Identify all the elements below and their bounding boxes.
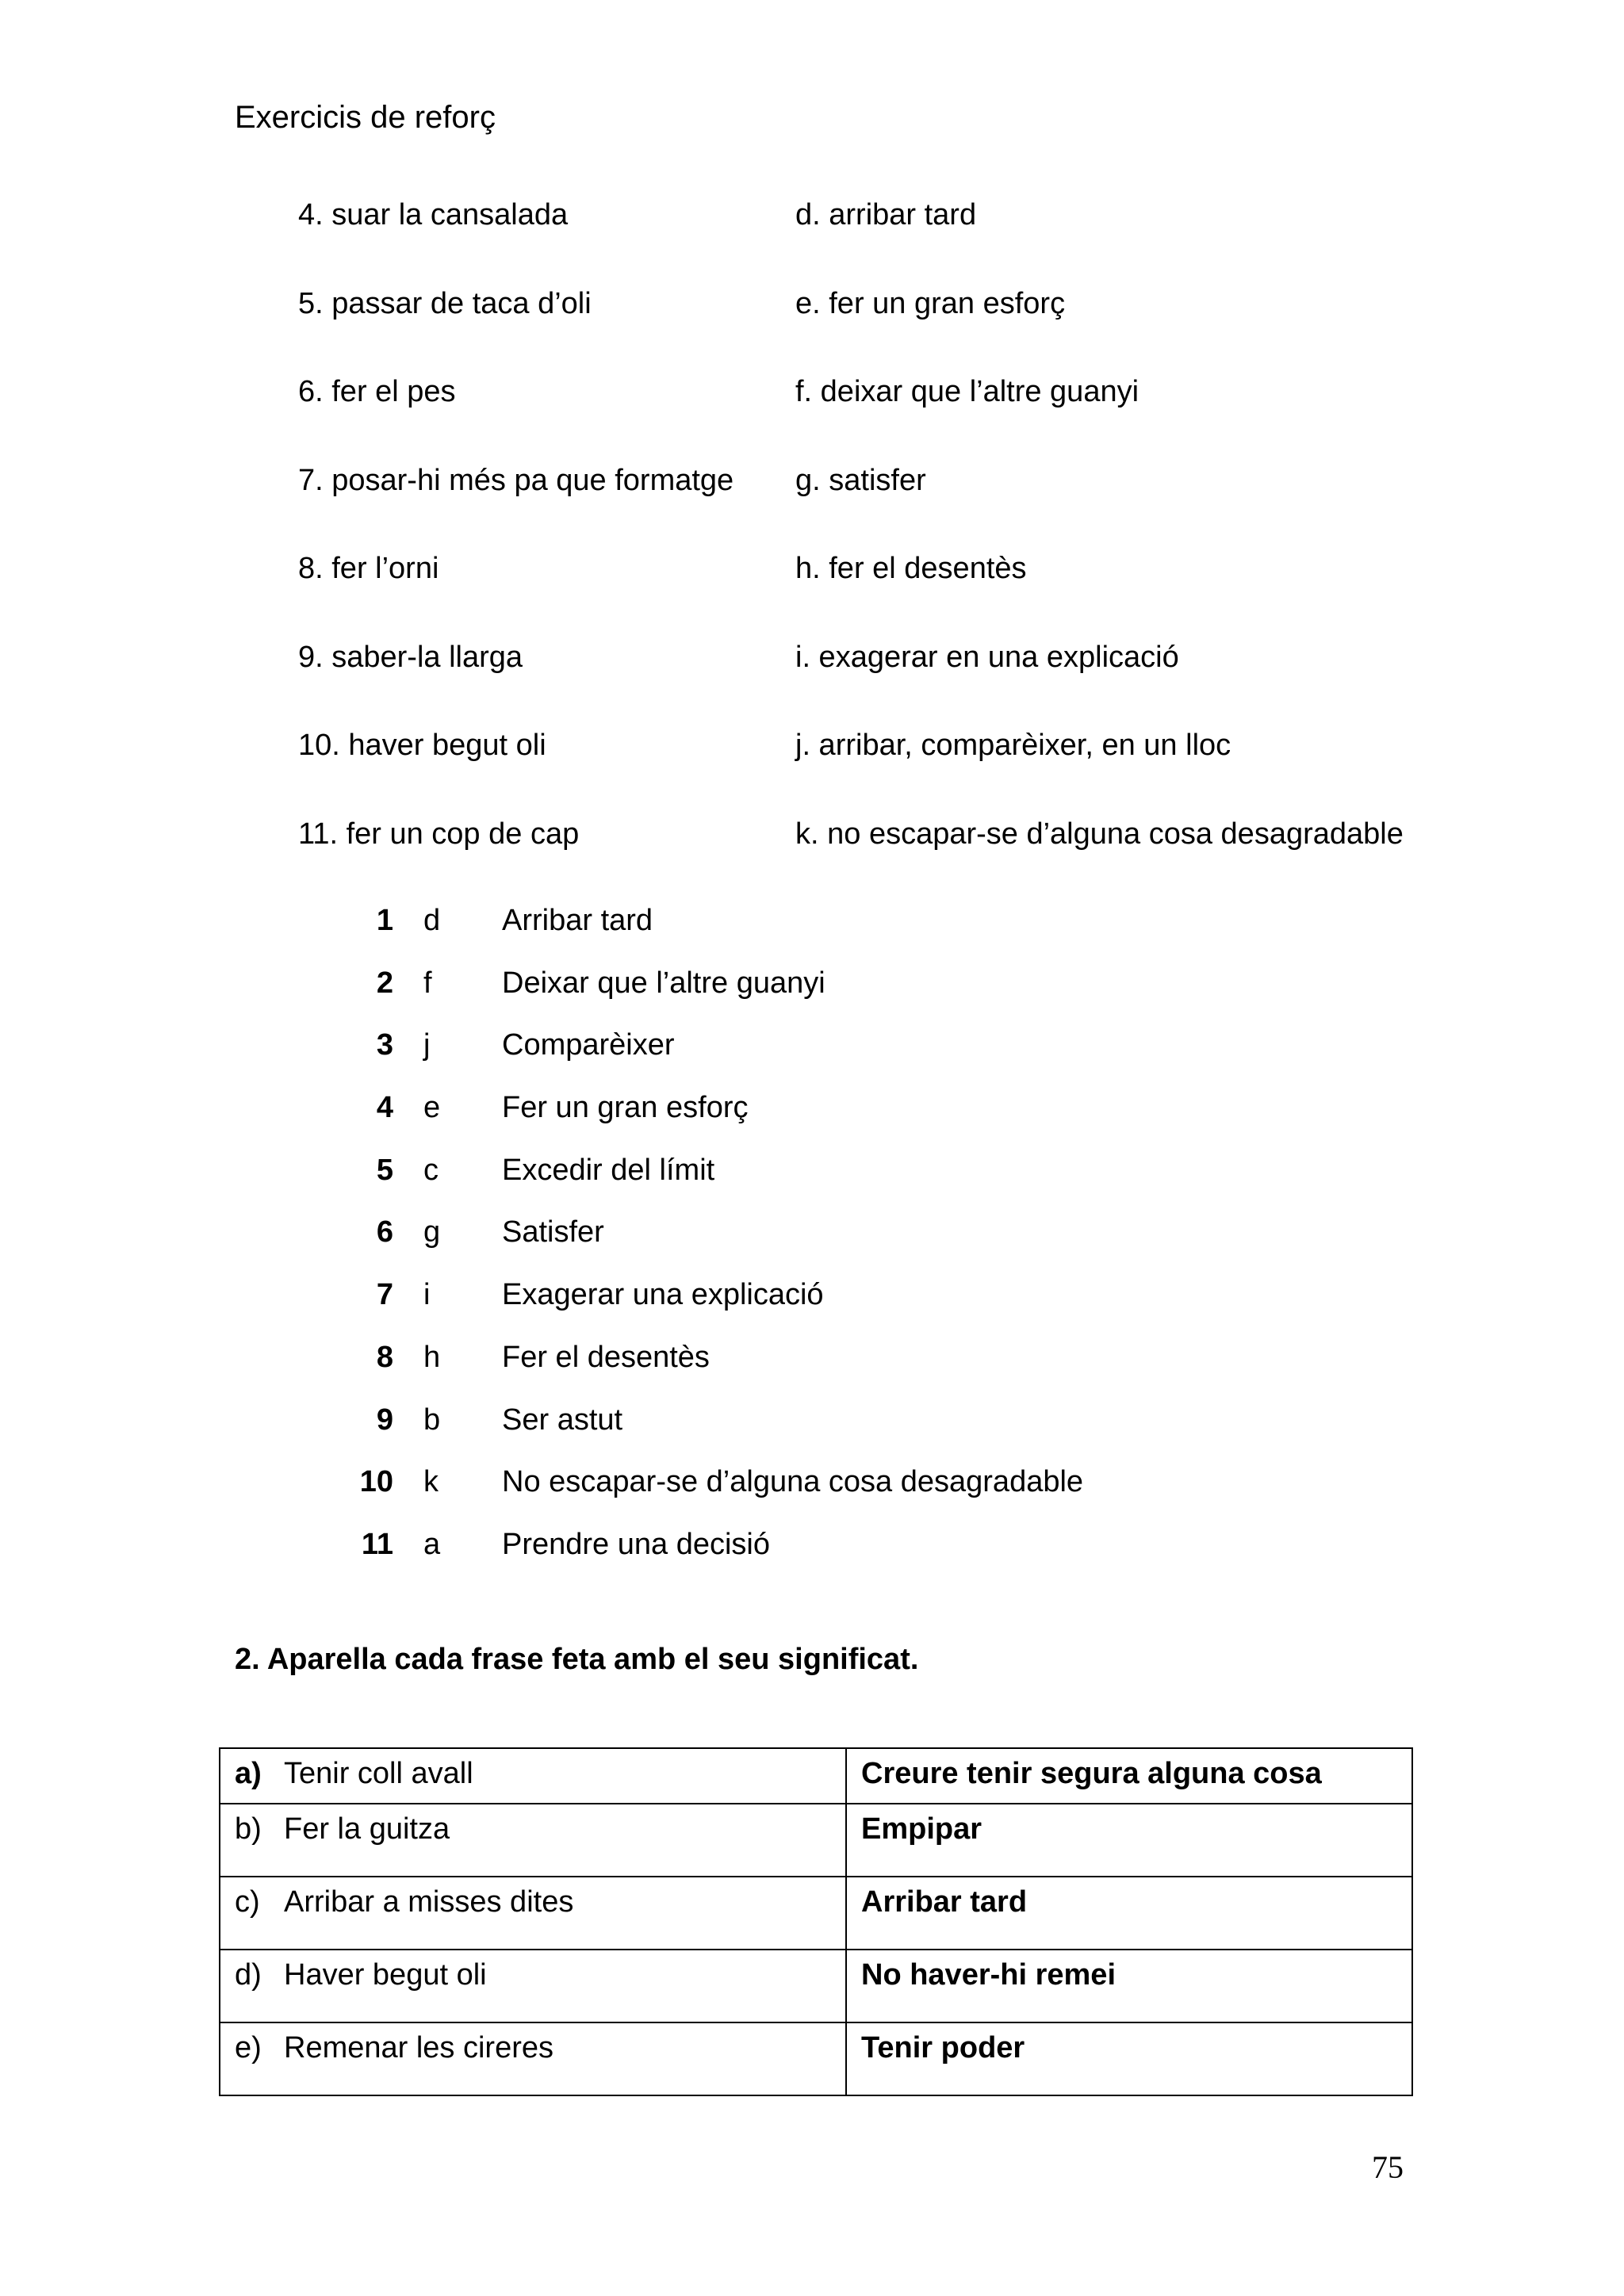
meaning-cell: No haver-hi remei	[846, 1950, 1412, 2022]
answer-meaning: Exagerar una explicació	[502, 1278, 824, 1312]
pair-row	[298, 722, 1456, 811]
pair-row	[298, 281, 1456, 369]
row-key: e)	[235, 2031, 262, 2064]
answer-meaning: Satisfer	[502, 1215, 604, 1249]
meaning-cell: Arribar tard	[846, 1877, 1412, 1950]
answer-meaning: Excedir del límit	[502, 1153, 715, 1187]
answer-number: 2	[376, 966, 393, 1000]
answer-letter: e	[423, 1091, 441, 1125]
matching-pairs-list	[298, 192, 1456, 899]
answer-number: 10	[359, 1465, 393, 1499]
answer-meaning: Prendre una decisió	[502, 1527, 770, 1561]
answer-number: 1	[376, 904, 393, 937]
answer-meaning: Deixar que l’altre guanyi	[502, 966, 825, 1000]
phrase-text: Tenir coll avall	[284, 1757, 473, 1790]
answer-row	[349, 1521, 1142, 1584]
answer-number: 7	[376, 1278, 393, 1312]
phrase-cell	[220, 1950, 846, 2022]
meaning-cell: Tenir poder	[846, 2022, 1412, 2095]
table-row	[220, 1748, 1412, 1804]
section-2-heading: 2. Aparella cada frase feta amb el seu significat.	[235, 1643, 919, 1676]
phrase-item: 5. passar de taca d’oli	[298, 286, 592, 320]
meaning-item: e. fer un gran esforç	[795, 286, 1066, 320]
answer-letter: j	[423, 1028, 431, 1062]
table-row	[220, 2022, 1412, 2095]
answer-row	[349, 960, 1142, 1023]
phrase-item: 7. posar-hi més pa que formatge	[298, 463, 734, 497]
answer-row	[349, 1272, 1142, 1334]
answer-letter: f	[423, 966, 432, 1000]
answer-meaning: Ser astut	[502, 1402, 623, 1437]
row-key: c)	[235, 1885, 260, 1919]
table-row	[220, 1950, 1412, 2022]
answer-letter: k	[423, 1465, 439, 1499]
meaning-item: k. no escapar-se d’alguna cosa desagradable	[795, 817, 1404, 851]
pair-row	[298, 634, 1456, 723]
phrase-text: Haver begut oli	[284, 1958, 487, 1992]
phrase-item: 9. saber-la llarga	[298, 640, 523, 674]
answer-row	[349, 1209, 1142, 1272]
answer-letter: h	[423, 1340, 441, 1374]
answer-letter: c	[423, 1153, 439, 1187]
answer-letter: a	[423, 1527, 441, 1561]
phrase-text: Fer la guitza	[284, 1812, 450, 1846]
phrase-item: 4. suar la cansalada	[298, 198, 569, 232]
meaning-item: f. deixar que l’altre guanyi	[795, 375, 1139, 408]
row-key: b)	[235, 1812, 262, 1846]
phrase-cell	[220, 1877, 846, 1950]
answer-key-list	[349, 897, 1142, 1584]
meaning-item: i. exagerar en una explicació	[795, 640, 1179, 674]
answer-meaning: Fer el desentès	[502, 1340, 710, 1374]
answer-number: 8	[376, 1340, 393, 1374]
phrase-item: 10. haver begut oli	[298, 729, 546, 762]
table-row	[220, 1877, 1412, 1950]
pair-row	[298, 545, 1456, 634]
answer-number: 9	[376, 1402, 393, 1437]
page-number: 75	[1372, 2149, 1404, 2185]
pair-row	[298, 811, 1456, 900]
meaning-item: g. satisfer	[795, 463, 926, 497]
answer-row	[349, 1459, 1142, 1521]
answer-meaning: Fer un gran esforç	[502, 1091, 749, 1125]
answer-number: 6	[376, 1215, 393, 1249]
phrase-item: 8. fer l’orni	[298, 552, 439, 585]
phrase-text: Arribar a misses dites	[284, 1885, 574, 1919]
answer-number: 5	[376, 1153, 393, 1187]
answer-row	[349, 1334, 1142, 1397]
pair-row	[298, 369, 1456, 457]
phrase-cell	[220, 2022, 846, 2095]
meaning-cell: Empipar	[846, 1804, 1412, 1877]
answer-row	[349, 1085, 1142, 1147]
row-key: a)	[235, 1757, 262, 1790]
phrase-cell	[220, 1804, 846, 1877]
phrase-text: Remenar les cireres	[284, 2031, 553, 2064]
row-key: d)	[235, 1958, 262, 1992]
meaning-item: h. fer el desentès	[795, 552, 1027, 585]
answer-letter: i	[423, 1278, 431, 1312]
answer-number: 11	[361, 1527, 393, 1561]
table-row	[220, 1804, 1412, 1877]
answer-letter: d	[423, 904, 441, 937]
answer-number: 4	[376, 1091, 393, 1125]
meaning-cell: Creure tenir segura alguna cosa	[846, 1748, 1412, 1804]
answer-row	[349, 897, 1142, 960]
answer-meaning: Arribar tard	[502, 904, 653, 937]
meaning-item: j. arribar, comparèixer, en un lloc	[795, 729, 1231, 762]
phrase-item: 6. fer el pes	[298, 375, 456, 408]
meaning-item: d. arribar tard	[795, 198, 977, 232]
answer-letter: b	[423, 1402, 441, 1437]
pair-row	[298, 457, 1456, 546]
answer-row	[349, 1147, 1142, 1210]
answer-meaning: No escapar-se d’alguna cosa desagradable	[502, 1465, 1084, 1499]
answer-number: 3	[376, 1028, 393, 1062]
phrase-item: 11. fer un cop de cap	[298, 817, 580, 851]
answer-meaning: Comparèixer	[502, 1028, 675, 1062]
answer-row	[349, 1022, 1142, 1085]
answer-row	[349, 1397, 1142, 1460]
phrase-cell	[220, 1748, 846, 1804]
pair-row	[298, 192, 1456, 281]
answer-letter: g	[423, 1215, 441, 1249]
matching-table	[219, 1747, 1413, 2096]
page-header: Exercicis de reforç	[235, 100, 496, 135]
